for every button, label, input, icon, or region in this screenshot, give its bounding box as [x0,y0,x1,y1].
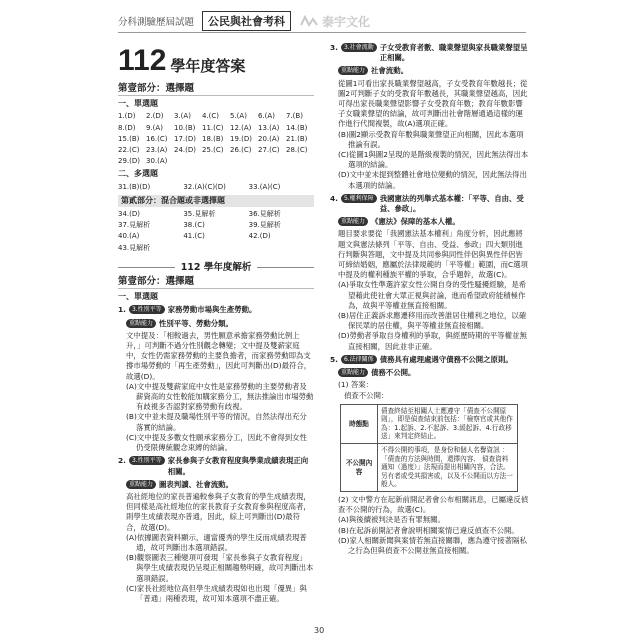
heading-rule [257,267,314,268]
answer-cell: 43.見解析 [118,243,151,252]
table-row-label: 時態點 [341,404,378,443]
answer-cell: 23.(A) [146,146,168,155]
option-note: (C)從圖1與圖2呈現的是階級複製的情況，因此無法得出本選項的結論。 [338,150,529,170]
mixed-answers-grid [118,209,314,253]
answer-key-year: 112 [118,44,167,77]
explanation-text: (1) 答案： [338,380,373,390]
question-header [118,305,314,315]
ability-tag: 重點能力 [126,319,156,328]
option-note: (C)家長社經地位高但學生成績表現如也出現「優異」與「普通」兩種表現，故可知本選項不盡正確。 [126,583,307,603]
answer-cell: 39.見解析 [248,221,281,230]
table-cell: 不得公開的事項，是身份和個人名譽資訊 ：「債查的方法與時間，還擇內容、 偵查資料通知（過度）」法規而提出相關內容，合法。另有者或受其損害或，以及不公開而以方法一般人。 [378,444,518,492]
topic-tag: 3.社會流動 [341,43,377,52]
analysis-title: 112 學年度解析 [180,261,252,273]
option-note: (A)文中提及雙薪家庭中女性是家務勞動的主要勞動者及薪資高的女性較能加購家務分工，無法推論出市場勞動有歧視多否認對家務勞動有歧視。 [126,381,314,412]
question-number: 4. [330,193,338,203]
option-note: (D)文中並未提到整體社會地位變動的情況，因此無法得出本選項的結論。 [338,170,527,190]
topic-tag: 6.法律關係 [341,355,377,364]
series-title: 分科測驗歷屆試題 [118,17,195,28]
explanation-text: 題目要求要從「我國憲法基本權利」角度分析，因此應將題文與憲法條列「平等、自由、受益、參政」四大類別進行判斷與答題，文中提及共同參與同性伴侶與異性伴侶皆可締結婚姻，應屬於法律規範的「平等權」範圍，而C選項中提及的權利種族平權的爭取，合乎題幹，故選(C)。 [338,229,528,280]
page-number: 30 [314,626,325,635]
explanation-text: 偵查不公開： [344,390,389,400]
answer-cell: 33.(A)(C) [248,182,281,191]
answer-cell: 22.(C) [118,146,140,155]
explanation-text: 文中提及：「相較過去，男性願意承擔家務勞動比例上升，」可判斷不過分性別觀念轉變；文中提及雙薪家庭中，女性仍需家務勞動的主要負擔者，而家務勞動即為支撐市場勞動的「再生產勞動」，因此可判斷出(D)最符合，故選(D)。 [126,330,312,381]
ability-line [338,66,530,76]
answer-cell: 7.(B) [286,112,303,121]
answer-cell: 15.(B) [118,134,140,143]
answer-cell: 25.(C) [202,146,224,155]
analysis-single-heading: 一、單選題 [118,292,158,302]
topic-tag: 5.權利保障 [341,194,377,203]
question-topic: 子女受教育者數、職業聲望與家長職業聲望呈正相關。 [379,43,528,63]
answer-cell: 21.(B) [286,134,308,143]
ability-line [338,368,530,378]
answer-cell: 35.見解析 [183,210,216,219]
answer-multi-heading: 二、多選題 [118,169,158,179]
question-topic: 我國憲法的列舉式基本權：「平等、自由、受益、參政」。 [379,193,524,214]
answer-cell: 17.(D) [174,134,196,143]
option-note: (B)居住正義訴求應遷移用而改善誰居住權利之地位，以確保民眾的居住權，與平等權並無直接相關。 [338,311,527,331]
answer-cell: 1.(D) [118,112,136,121]
answer-cell: 42.(D) [248,232,271,241]
question-topic: 家務勞動市場與生產勞動。 [167,305,257,315]
single-answers-grid [118,111,314,166]
question-number: 3. [330,43,338,52]
ability-tag: 重點能力 [338,217,368,226]
answer-cell: 40.(A) [118,232,140,241]
ability-line [338,217,530,227]
topic-tag: 3.性別平等 [129,305,165,314]
table-row [341,404,518,443]
topic-tag: 3.性別平等 [129,456,165,465]
answer-cell: 8.(D) [118,123,136,132]
answer-part1-heading: 第壹部分：選擇題 [118,84,314,96]
answer-cell: 37.見解析 [118,221,151,230]
answer-cell: 19.(D) [230,134,252,143]
heading-rule [118,267,175,268]
option-note: (B)觀察圖表三種變項可發現「家長參與子女教育程度」與學生成績表現仍呈現正相關趨勢明確，故可判斷出本選項錯誤。 [126,553,314,583]
answer-cell: 11.(C) [202,123,224,132]
answer-single-heading: 一、單選題 [118,99,158,109]
ability-tag: 重點能力 [338,368,368,377]
table-cell: 債查終結至相關人士應遵守「債查不公開原則」，即是偵查結束前包括：「檢察官或其他作為：1.起訴、2.不起訴、3.緩起訴、4.行政移送」來判定終結止。 [378,404,518,443]
answer-key-heading: 學年度答案 [170,57,246,75]
answer-cell: 13.(A) [258,123,280,132]
option-note: (A)依據圖表資料顯示，適當優秀的學生反而成績表現普通，故可判斷出本選項錯誤。 [126,532,307,552]
answer-cell: 10.(B) [174,123,196,132]
answer-cell: 32.(A)(C)(D) [183,182,226,191]
answer-cell: 36.見解析 [248,210,281,219]
answer-cell: 38.(C) [183,221,205,230]
answer-part2-heading: 第貳部分：混合題或非選擇題 [118,195,314,207]
answer-cell: 26.(C) [230,146,252,155]
answer-cell: 2.(D) [146,112,164,121]
answer-cell: 12.(A) [230,123,252,132]
option-note: (B)圖2顯示受教育年數與職業聲望正向相關，因此本選項推論有誤。 [338,129,524,149]
answer-cell: 9.(A) [146,123,163,132]
explanation-text: 高社經地位的家長普遍較參與子女教育的學生成績表現，但同樣是高社經地位的家長教育子女教育參與程度高者，則學生成績表現亦普通，因此，綜上可判斷出(D)最符合，故選(D)。 [126,491,311,532]
question-header [118,456,314,476]
question-number: 1. [118,305,126,315]
option-note: (A)爭取女性準選許家女性公開自身的受性騷擾經驗，是希望藉此使社會大眾正視與討論，進而希望政府能積極作為，故與平等權並無直接相關。 [338,280,527,310]
ability-text: 圖表判讀、社會流動。 [159,479,233,489]
ability-tag: 重點能力 [126,480,156,489]
page-header [118,12,370,30]
answer-cell: 4.(C) [202,112,220,121]
header-divider [118,32,526,33]
answer-cell: 24.(D) [174,146,196,155]
question-topic: 家長參與子女教育程度與學業成績表現正向相關。 [167,456,309,476]
option-note: (C)文中提及多數女性願承家務分工，因此不會得到女性仍受限傳統觀念束縛的結論。 [126,432,307,453]
answer-cell: 34.(D) [118,210,140,219]
question-header [330,43,530,63]
answer-cell: 29.(D) [118,157,140,166]
multi-answers-grid [118,182,314,192]
analysis-part1-heading: 第壹部分：選擇題 [118,277,314,289]
ability-line [126,480,314,490]
answer-cell: 30.(A) [146,157,168,166]
option-note: (A)與後續被判決是否有罪無關。 [338,515,445,525]
publisher-name: 泰宇文化 [322,14,371,29]
option-note: (B)文中並未提及職場性別平等的情況，自然法得出充分落實的結論。 [126,412,307,432]
ability-text: 社會流動。 [371,66,408,76]
left-column [118,40,314,604]
question-header [330,355,530,365]
answer-cell: 18.(B) [202,134,224,143]
table-row-label: 不公開內容 [341,444,378,492]
answer-cell: 6.(A) [258,112,275,121]
option-note: (D)家人相關新聞與案情若無直接關聯，應為遵守接著隔私之行為但與偵查不公開並無直接相關。 [338,535,527,556]
answer-cell: 20.(A) [258,134,280,143]
publisher-logo-icon [299,15,319,27]
ability-text: 《憲法》保障的基本人權。 [371,217,460,227]
answer-key-title [118,46,314,76]
explanation-text: 從圖1可看出家長職業聲望越高，子女受教育年數越長；從圖2可判斷子女的受教育年數越長，其職業聲望越高，因此可得出家長職業聲望影響子女受教育年數；教育年數影響子女職業聲望的結論，故可判斷出社會階層通過這樣的運作進行代間複製，故(A)選項正確。 [338,78,528,129]
explanation-table [340,404,518,492]
answer-cell: 14.(B) [286,123,308,132]
explanation-text: (2) 文中警方在起新前開記者會公布相關訊息，已屬違反偵查不公開的行為，故選(C)。 [338,495,529,515]
answer-cell: 27.(C) [258,146,280,155]
ability-tag: 重點能力 [338,66,368,75]
option-note: (D)勞動者爭取自身權利的爭取，與經歷時期的平等權並無直接相關，因此並非正確。 [338,331,527,351]
option-note: (B)在起訴前開記者會說明相關案情已違反偵查不公開。 [338,525,519,535]
ability-text: 性別平等、勞動分類。 [159,318,233,328]
answer-cell: 41.(C) [183,232,205,241]
subject-title: 公民與社會考科 [202,11,291,31]
answer-cell: 16.(C) [146,134,168,143]
question-header [330,194,530,214]
answer-cell: 3.(A) [174,112,191,121]
analysis-heading [118,263,314,273]
publisher-logo [299,13,370,30]
answer-cell: 28.(C) [286,146,308,155]
right-column [330,40,530,556]
ability-line [126,319,314,329]
answer-cell: 5.(A) [230,112,247,121]
question-number: 5. [330,354,338,364]
ability-text: 債務不公開。 [371,368,416,378]
question-topic: 債務具有處理處遇守債務不公開之原則。 [379,354,513,364]
answer-cell: 31.(B)(D) [118,182,151,191]
question-number: 2. [118,456,126,466]
table-row [341,444,518,492]
